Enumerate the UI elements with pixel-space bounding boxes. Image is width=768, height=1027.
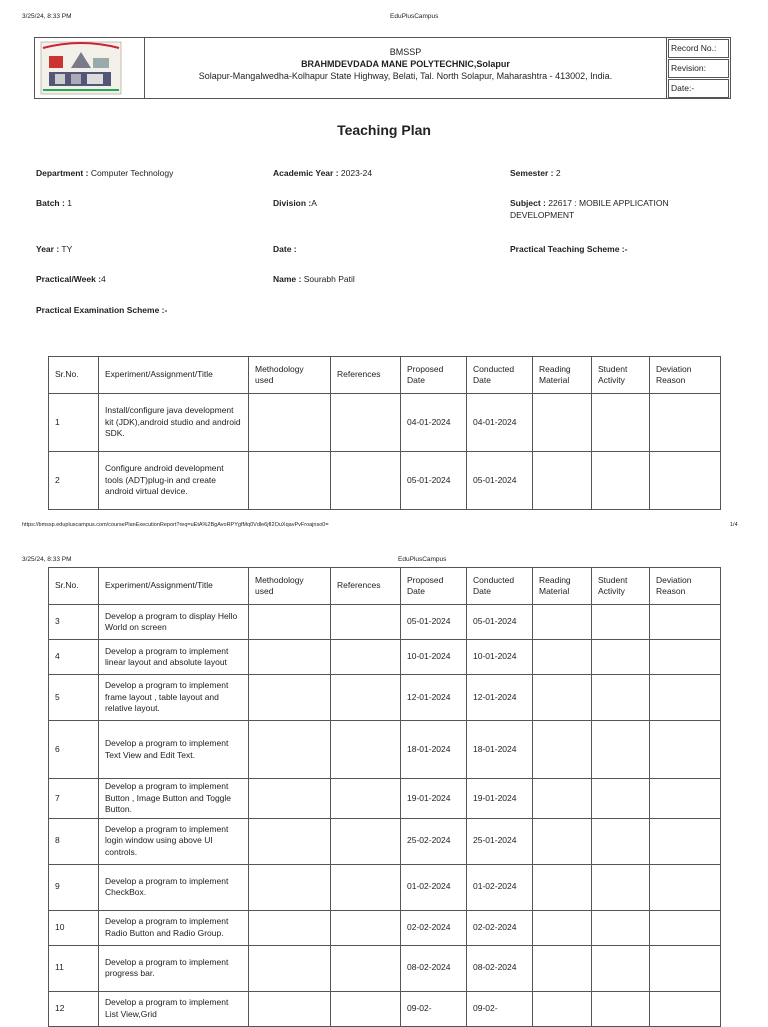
methodology-cell bbox=[249, 818, 331, 864]
reading-material-cell bbox=[533, 605, 592, 640]
record-no-label: Record No.: bbox=[668, 39, 729, 58]
column-header: Conducted Date bbox=[467, 357, 533, 394]
proposed-date-cell: 25-02-2024 bbox=[401, 818, 467, 864]
title-cell: Develop a program to implement Text View and Edit Text. bbox=[99, 721, 249, 779]
proposed-date-cell: 08-02-2024 bbox=[401, 945, 467, 991]
reading-material-cell bbox=[533, 779, 592, 819]
deviation-reason-cell bbox=[650, 721, 721, 779]
table-row bbox=[49, 721, 721, 779]
references-cell bbox=[331, 910, 401, 945]
title-cell: Develop a program to implement CheckBox. bbox=[99, 864, 249, 910]
practical-exam-field: Practical Examination Scheme :- bbox=[36, 305, 168, 315]
org-name: BRAHMDEVDADA MANE POLYTECHNIC,Solapur bbox=[301, 59, 510, 69]
student-activity-cell bbox=[592, 675, 650, 721]
org-short-name: BMSSP bbox=[389, 47, 422, 57]
methodology-cell bbox=[249, 675, 331, 721]
references-cell bbox=[331, 864, 401, 910]
column-header: Proposed Date bbox=[401, 568, 467, 605]
table-row bbox=[49, 910, 721, 945]
table-row bbox=[49, 640, 721, 675]
reading-material-cell bbox=[533, 991, 592, 1026]
table-row bbox=[49, 818, 721, 864]
student-activity-cell bbox=[592, 394, 650, 452]
student-activity-cell bbox=[592, 640, 650, 675]
deviation-reason-cell bbox=[650, 864, 721, 910]
sr-no-cell: 4 bbox=[49, 640, 99, 675]
sr-no-cell: 3 bbox=[49, 605, 99, 640]
column-header: Deviation Reason bbox=[650, 568, 721, 605]
title-cell: Install/configure java development kit (JDK),android studio and android SDK. bbox=[99, 394, 249, 452]
student-activity-cell bbox=[592, 818, 650, 864]
practical-week-field: Practical/Week :4 bbox=[36, 274, 106, 284]
print-site-title-page-2: EduPlusCampus bbox=[398, 556, 447, 563]
title-cell: Develop a program to implement Button , Image Button and Toggle Button. bbox=[99, 779, 249, 819]
references-cell bbox=[331, 675, 401, 721]
proposed-date-cell: 10-01-2024 bbox=[401, 640, 467, 675]
methodology-cell bbox=[249, 394, 331, 452]
deviation-reason-cell bbox=[650, 394, 721, 452]
reading-material-cell bbox=[533, 640, 592, 675]
practical-teaching-field: Practical Teaching Scheme :- bbox=[510, 244, 628, 254]
deviation-reason-cell bbox=[650, 910, 721, 945]
teaching-plan-table-page-2 bbox=[48, 567, 721, 1027]
table-row bbox=[49, 675, 721, 721]
proposed-date-cell: 12-01-2024 bbox=[401, 675, 467, 721]
department-field: Department : Computer Technology bbox=[36, 168, 174, 178]
proposed-date-cell: 09-02- bbox=[401, 991, 467, 1026]
print-page-number: 1/4 bbox=[730, 522, 738, 528]
sr-no-cell: 6 bbox=[49, 721, 99, 779]
sr-no-cell: 11 bbox=[49, 945, 99, 991]
student-activity-cell bbox=[592, 864, 650, 910]
name-field: Name : Sourabh Patil bbox=[273, 274, 355, 284]
semester-field: Semester : 2 bbox=[510, 168, 561, 178]
methodology-cell bbox=[249, 945, 331, 991]
student-activity-cell bbox=[592, 779, 650, 819]
column-header: Experiment/Assignment/Title bbox=[99, 568, 249, 605]
sr-no-cell: 10 bbox=[49, 910, 99, 945]
print-timestamp: 3/25/24, 8:33 PM bbox=[22, 13, 72, 20]
methodology-cell bbox=[249, 910, 331, 945]
table-header-row bbox=[49, 357, 721, 394]
proposed-date-cell: 05-01-2024 bbox=[401, 452, 467, 510]
column-header: References bbox=[331, 568, 401, 605]
conducted-date-cell: 10-01-2024 bbox=[467, 640, 533, 675]
references-cell bbox=[331, 394, 401, 452]
column-header: Student Activity bbox=[592, 568, 650, 605]
deviation-reason-cell bbox=[650, 779, 721, 819]
table-row bbox=[49, 605, 721, 640]
column-header: Conducted Date bbox=[467, 568, 533, 605]
division-field: Division :A bbox=[273, 198, 317, 208]
date-field: Date : bbox=[273, 244, 297, 254]
table-row bbox=[49, 394, 721, 452]
conducted-date-cell: 19-01-2024 bbox=[467, 779, 533, 819]
column-header: References bbox=[331, 357, 401, 394]
methodology-cell bbox=[249, 991, 331, 1026]
conducted-date-cell: 05-01-2024 bbox=[467, 452, 533, 510]
institution-info bbox=[145, 38, 667, 98]
title-cell: Develop a program to implement Radio Button and Radio Group. bbox=[99, 910, 249, 945]
record-info bbox=[667, 38, 730, 98]
deviation-reason-cell bbox=[650, 991, 721, 1026]
references-cell bbox=[331, 721, 401, 779]
reading-material-cell bbox=[533, 721, 592, 779]
deviation-reason-cell bbox=[650, 675, 721, 721]
institution-header bbox=[34, 37, 731, 99]
revision-label: Revision: bbox=[668, 59, 729, 78]
proposed-date-cell: 18-01-2024 bbox=[401, 721, 467, 779]
date-label: Date:- bbox=[668, 79, 729, 98]
year-field: Year : TY bbox=[36, 244, 73, 254]
conducted-date-cell: 18-01-2024 bbox=[467, 721, 533, 779]
methodology-cell bbox=[249, 605, 331, 640]
deviation-reason-cell bbox=[650, 452, 721, 510]
references-cell bbox=[331, 640, 401, 675]
student-activity-cell bbox=[592, 452, 650, 510]
teaching-plan-table-page-1 bbox=[48, 356, 721, 510]
column-header: Reading Material bbox=[533, 357, 592, 394]
references-cell bbox=[331, 991, 401, 1026]
references-cell bbox=[331, 818, 401, 864]
sr-no-cell: 9 bbox=[49, 864, 99, 910]
conducted-date-cell: 01-02-2024 bbox=[467, 864, 533, 910]
methodology-cell bbox=[249, 779, 331, 819]
subject-field: Subject : 22617 : MOBILE APPLICATION DEVELOPMENT bbox=[510, 198, 669, 220]
proposed-date-cell: 04-01-2024 bbox=[401, 394, 467, 452]
table-row bbox=[49, 864, 721, 910]
print-site-title: EduPlusCampus bbox=[390, 13, 439, 20]
student-activity-cell bbox=[592, 991, 650, 1026]
column-header: Methodology used bbox=[249, 357, 331, 394]
conducted-date-cell: 05-01-2024 bbox=[467, 605, 533, 640]
table-header-row bbox=[49, 568, 721, 605]
academic-year-field: Academic Year : 2023-24 bbox=[273, 168, 373, 178]
print-timestamp-page-2: 3/25/24, 8:33 PM bbox=[22, 556, 72, 563]
title-cell: Develop a program to implement linear layout and absolute layout bbox=[99, 640, 249, 675]
page-title: Teaching Plan bbox=[337, 122, 431, 138]
references-cell bbox=[331, 452, 401, 510]
methodology-cell bbox=[249, 452, 331, 510]
org-address: Solapur-Mangalwedha-Kolhapur State Highway, Belati, Tal. North Solapur, Maharashtra - 413002, India. bbox=[198, 71, 613, 81]
institution-logo bbox=[35, 38, 145, 98]
table-row bbox=[49, 945, 721, 991]
title-cell: Develop a program to implement List View,Grid bbox=[99, 991, 249, 1026]
print-url: https://bmssp.edupluscampus.com/coursePlanExecutionReport?req=uEtA%2BgAvoRPYgfMq0Vdle6jfI2OuXqavPvFroajnso0= bbox=[22, 522, 329, 528]
sr-no-cell: 1 bbox=[49, 394, 99, 452]
references-cell bbox=[331, 605, 401, 640]
methodology-cell bbox=[249, 640, 331, 675]
column-header: Sr.No. bbox=[49, 568, 99, 605]
sr-no-cell: 5 bbox=[49, 675, 99, 721]
reading-material-cell bbox=[533, 452, 592, 510]
title-cell: Configure android development tools (ADT)plug-in and create android virtual device. bbox=[99, 452, 249, 510]
deviation-reason-cell bbox=[650, 605, 721, 640]
title-cell: Develop a program to implement login window using above UI controls. bbox=[99, 818, 249, 864]
column-header: Reading Material bbox=[533, 568, 592, 605]
reading-material-cell bbox=[533, 864, 592, 910]
conducted-date-cell: 04-01-2024 bbox=[467, 394, 533, 452]
column-header: Experiment/Assignment/Title bbox=[99, 357, 249, 394]
proposed-date-cell: 01-02-2024 bbox=[401, 864, 467, 910]
conducted-date-cell: 02-02-2024 bbox=[467, 910, 533, 945]
reading-material-cell bbox=[533, 394, 592, 452]
conducted-date-cell: 09-02- bbox=[467, 991, 533, 1026]
references-cell bbox=[331, 945, 401, 991]
student-activity-cell bbox=[592, 945, 650, 991]
references-cell bbox=[331, 779, 401, 819]
sr-no-cell: 2 bbox=[49, 452, 99, 510]
column-header: Student Activity bbox=[592, 357, 650, 394]
conducted-date-cell: 08-02-2024 bbox=[467, 945, 533, 991]
column-header: Methodology used bbox=[249, 568, 331, 605]
batch-field: Batch : 1 bbox=[36, 198, 72, 208]
column-header: Deviation Reason bbox=[650, 357, 721, 394]
proposed-date-cell: 02-02-2024 bbox=[401, 910, 467, 945]
column-header: Sr.No. bbox=[49, 357, 99, 394]
table-row bbox=[49, 779, 721, 819]
student-activity-cell bbox=[592, 721, 650, 779]
reading-material-cell bbox=[533, 910, 592, 945]
reading-material-cell bbox=[533, 675, 592, 721]
sr-no-cell: 8 bbox=[49, 818, 99, 864]
deviation-reason-cell bbox=[650, 818, 721, 864]
student-activity-cell bbox=[592, 605, 650, 640]
table-row bbox=[49, 991, 721, 1026]
sr-no-cell: 12 bbox=[49, 991, 99, 1026]
conducted-date-cell: 12-01-2024 bbox=[467, 675, 533, 721]
title-cell: Develop a program to display Hello World on screen bbox=[99, 605, 249, 640]
reading-material-cell bbox=[533, 818, 592, 864]
title-cell: Develop a program to implement frame layout , table layout and relative layout. bbox=[99, 675, 249, 721]
column-header: Proposed Date bbox=[401, 357, 467, 394]
methodology-cell bbox=[249, 864, 331, 910]
methodology-cell bbox=[249, 721, 331, 779]
title-cell: Develop a program to implement progress bar. bbox=[99, 945, 249, 991]
deviation-reason-cell bbox=[650, 945, 721, 991]
proposed-date-cell: 19-01-2024 bbox=[401, 779, 467, 819]
conducted-date-cell: 25-01-2024 bbox=[467, 818, 533, 864]
deviation-reason-cell bbox=[650, 640, 721, 675]
reading-material-cell bbox=[533, 945, 592, 991]
sr-no-cell: 7 bbox=[49, 779, 99, 819]
student-activity-cell bbox=[592, 910, 650, 945]
proposed-date-cell: 05-01-2024 bbox=[401, 605, 467, 640]
table-row bbox=[49, 452, 721, 510]
college-seal-icon bbox=[35, 38, 143, 98]
